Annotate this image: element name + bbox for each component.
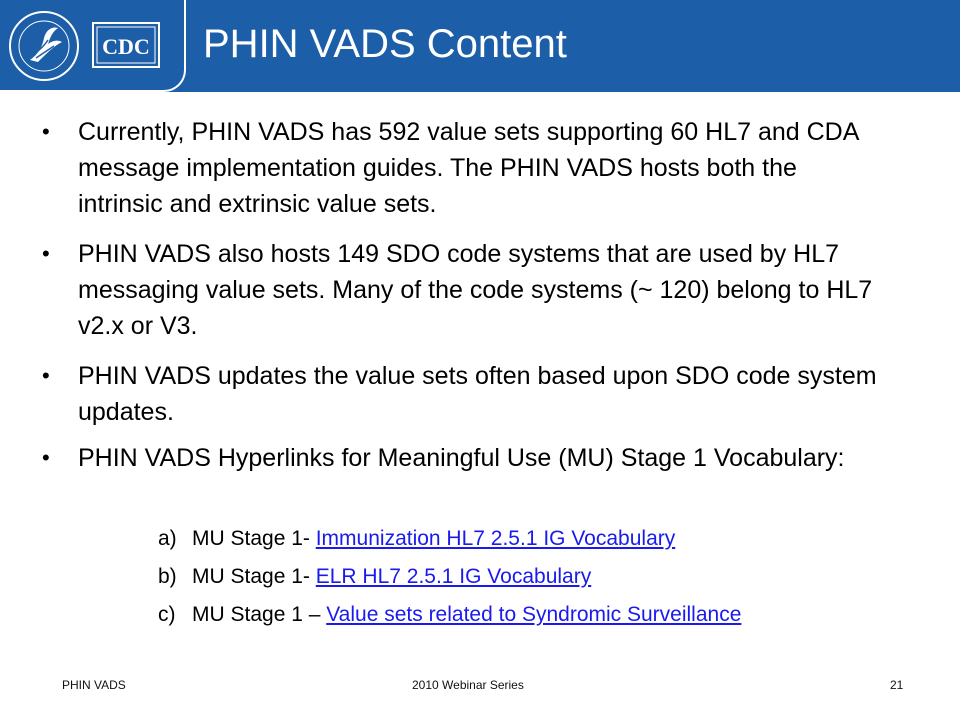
- sub-item-label: c): [158, 603, 176, 626]
- sub-item-b: [158, 562, 591, 592]
- sub-item-prefix: MU Stage 1 –: [192, 603, 327, 626]
- bullet-item-3: [42, 358, 877, 430]
- sub-item-a: [158, 524, 675, 554]
- logo-panel: [0, 0, 186, 92]
- slide-header: [0, 0, 960, 92]
- bullet-item-4: [42, 440, 872, 476]
- sub-item-label: b): [158, 565, 177, 588]
- sub-item-prefix: MU Stage 1-: [192, 527, 316, 550]
- bullet-dot: •: [42, 119, 50, 144]
- bullet-text: PHIN VADS updates the value sets often based upon SDO code system updates.: [78, 362, 877, 426]
- bullet-text: Currently, PHIN VADS has 592 value sets supporting 60 HL7 and CDA message implementation guides. The PHIN VADS hosts both the intrinsic and extrinsic value sets.: [78, 118, 859, 218]
- sub-item-c: [158, 600, 741, 630]
- footer-center: 2010 Webinar Series: [412, 678, 524, 692]
- bullet-text: PHIN VADS also hosts 149 SDO code systems that are used by HL7 messaging value sets. Many of the code systems (~ 120) belong to HL7 v2.x or V3.: [78, 240, 873, 340]
- elr-vocabulary-link[interactable]: ELR HL7 2.5.1 IG Vocabulary: [315, 565, 592, 588]
- syndromic-surveillance-link[interactable]: Value sets related to Syndromic Surveillance: [326, 603, 742, 626]
- bullet-item-2: [42, 236, 872, 344]
- cdc-logo-text: CDC: [102, 34, 150, 59]
- footer-left: PHIN VADS: [62, 678, 126, 692]
- bullet-dot: •: [42, 445, 50, 470]
- immunization-vocabulary-link[interactable]: Immunization HL7 2.5.1 IG Vocabulary: [315, 527, 676, 550]
- slide-number: 21: [890, 678, 904, 692]
- bullet-dot: •: [42, 363, 50, 388]
- sub-item-label: a): [158, 527, 177, 550]
- sub-item-prefix: MU Stage 1-: [192, 565, 316, 588]
- hhs-seal-icon: [8, 10, 80, 82]
- bullet-text: PHIN VADS Hyperlinks for Meaningful Use (MU) Stage 1 Vocabulary:: [78, 444, 845, 472]
- bullet-item-1: [42, 114, 872, 222]
- bullet-dot: •: [42, 241, 50, 266]
- cdc-logo-icon: [92, 22, 160, 68]
- page-title: PHIN VADS Content: [203, 22, 567, 66]
